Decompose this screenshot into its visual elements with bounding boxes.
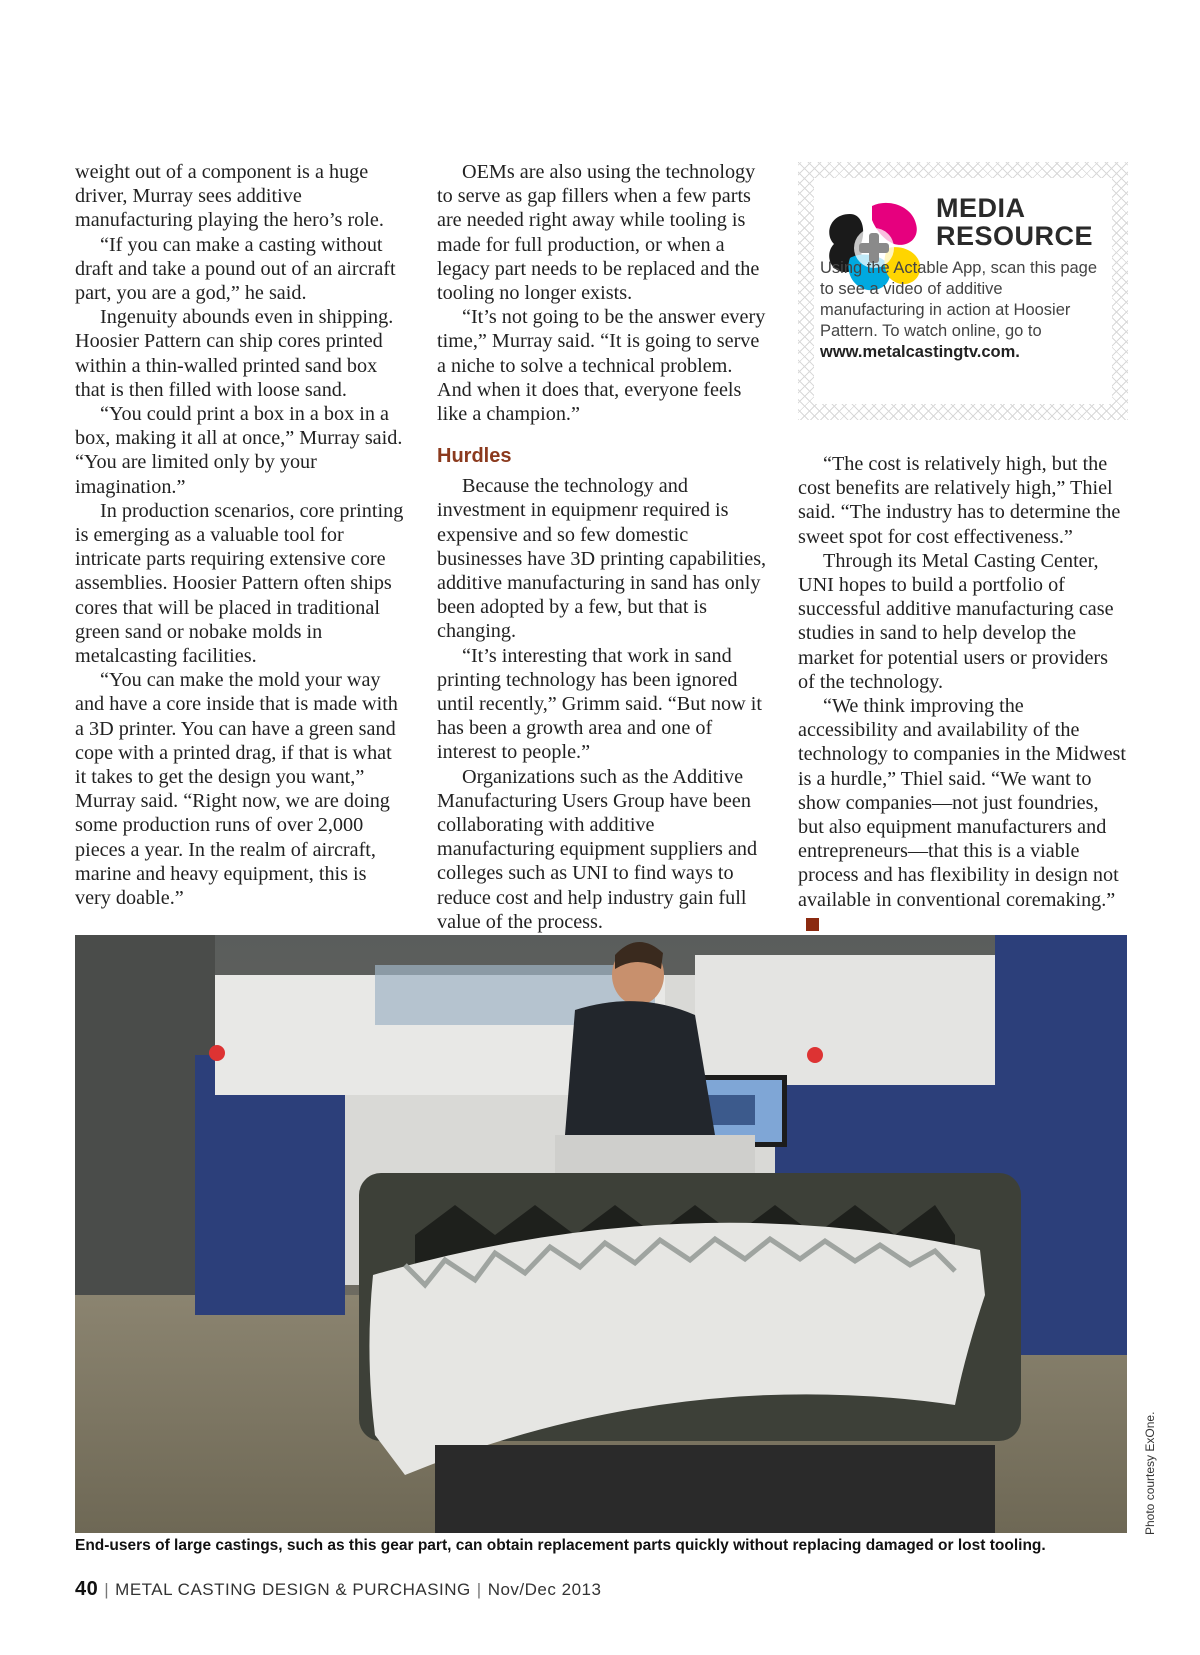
article-column-3	[798, 452, 1128, 936]
photo-credit: Photo courtesy ExOne.	[1143, 1411, 1157, 1535]
end-mark-icon	[806, 918, 819, 931]
emergency-stop-icon	[209, 1045, 225, 1061]
photo-caption: End-users of large castings, such as this gear part, can obtain replacement parts quickly without replacing damaged or lost tooling.	[75, 1537, 1046, 1554]
section-heading-hurdles: Hurdles	[437, 445, 512, 468]
media-url-link[interactable]: www.metalcastingtv.com.	[820, 343, 1020, 361]
paragraph: Through its Metal Casting Center, UNI hopes to build a portfolio of successful additive manufacturing case studies in sand to help develop the market for potential users or providers of the technology.	[798, 549, 1114, 693]
paragraph-text: “We think improving the accessibility and availability of the technology to companies in the Midwest is a hurdle,” Thiel said. “We want to show companies—not just foundries, but also equipment manufacturers and entrepreneurs—that this is a viable process and has flexibility in design not available in conventional coremaking.”	[798, 695, 1126, 911]
paragraph: OEMs are also using the technology to serve as gap fillers when a few parts are needed right away while tooling is made for full production, or when a legacy part needs to be replaced and the tooling no longer exists.	[437, 161, 760, 305]
issue-date: Nov/Dec 2013	[487, 1580, 602, 1599]
workbench	[555, 1135, 755, 1175]
paragraph-final	[798, 694, 1128, 936]
footer-separator: |	[104, 1580, 110, 1599]
paragraph: “The cost is relatively high, but the cost benefits are relatively high,” Thiel said. “The industry has to determine the sweet spot for cost effectiveness.”	[798, 453, 1121, 548]
footer-separator: |	[476, 1580, 482, 1599]
paragraph: “If you can make a casting without draft and take a pound out of an aircraft part, you are a god,” he said.	[75, 233, 396, 305]
media-resource-box	[798, 162, 1128, 420]
paragraph: weight out of a component is a huge driver, Murray sees additive manufacturing playing the hero’s role.	[75, 161, 384, 232]
article-photo	[75, 935, 1127, 1533]
emergency-stop-icon	[807, 1047, 823, 1063]
media-resource-text	[820, 258, 1110, 363]
paragraph: “You can make the mold your way and have a core inside that is made with a 3D printer. You can have a green sand cope with a printed drag, if that is what it takes to get the design you want,” Murray said. “Right now, we are doing some production runs of over 2,000 pieces a year. In the realm of aircraft, marine and heavy equipment, this is very doable.”	[75, 669, 398, 910]
media-title-line: MEDIA	[936, 193, 1026, 223]
article-column-2	[437, 160, 767, 934]
machine-top-right	[695, 955, 995, 1085]
paragraph: “You could print a box in a box in a box, making it all at once,” Murray said. “You are limited only by your imagination.”	[75, 403, 403, 498]
photo-illustration	[75, 935, 1127, 1533]
page-footer	[75, 1578, 601, 1601]
paragraph: Organizations such as the Additive Manufacturing Users Group have been collaborating with additive manufacturing equipment suppliers and colleges such as UNI to find ways to reduce cost and help industry gain full value of the process.	[437, 765, 758, 933]
paragraph: “It’s interesting that work in sand printing technology has been ignored until recently,” Grimm said. “But now it has been a growth area and one of interest to people.”	[437, 644, 762, 764]
paragraph: In production scenarios, core printing is emerging as a valuable tool for intricate parts requiring extensive core assemblies. Hoosier Pattern often ships cores that will be placed in traditional green sand or nobake molds in metalcasting facilities.	[75, 499, 404, 668]
paragraph: “It’s not going to be the answer every time,” Murray said. “It is going to serve a niche to solve a technical problem. And when it does that, everyone feels like a champion.”	[437, 306, 766, 426]
media-resource-inner	[814, 178, 1112, 404]
media-resource-title	[936, 194, 1093, 250]
media-description: Using the Actable App, scan this page to see a video of additive manufacturing in action at Hoosier Pattern. To watch online, go to	[820, 259, 1098, 340]
wall-left	[75, 935, 215, 1355]
paragraph: Ingenuity abounds even in shipping. Hoosier Pattern can ship cores printed within a thin-walled printed sand box that is then filled with loose sand.	[75, 306, 394, 401]
publication-name: METAL CASTING DESIGN & PURCHASING	[115, 1580, 471, 1599]
article-column-1	[75, 160, 405, 910]
operator-shirt	[565, 1001, 715, 1135]
display-table	[435, 1445, 995, 1533]
page-number: 40	[75, 1578, 99, 1600]
media-title-line: RESOURCE	[936, 221, 1094, 251]
paragraph: Because the technology and investment in equipmenr required is expensive and so few domestic businesses have 3D printing capabilities, additive manufacturing in sand has only been adopted by a few, but that is changing.	[437, 475, 767, 643]
